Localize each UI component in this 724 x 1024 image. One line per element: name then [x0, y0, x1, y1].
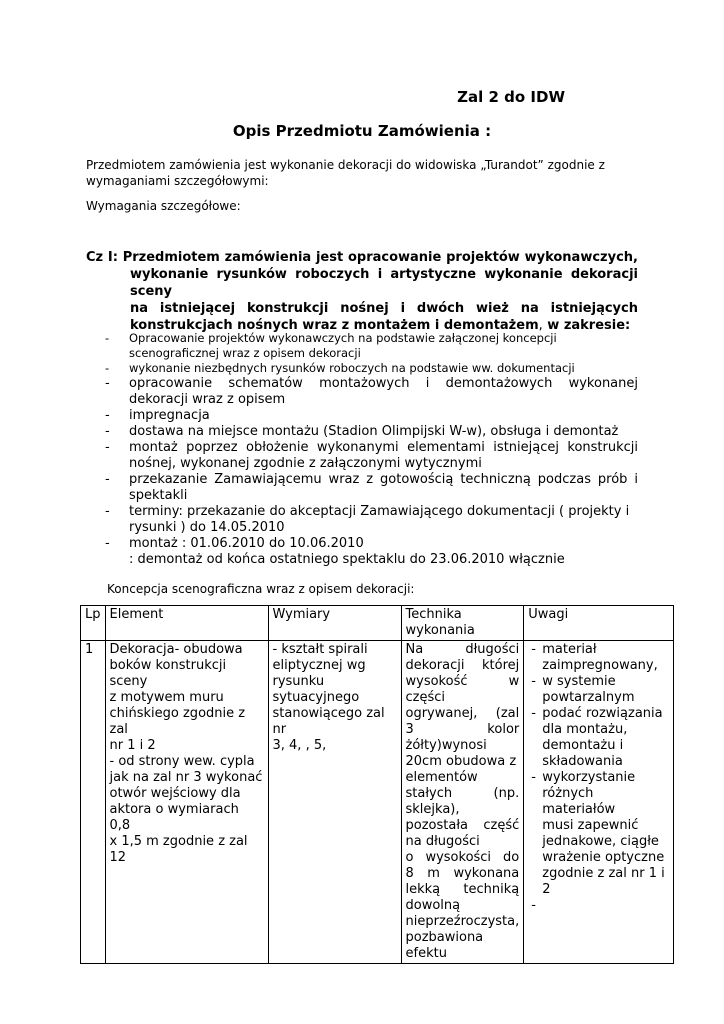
- part-one-comma: ,: [538, 318, 543, 333]
- demontaz-line: : demontaż od końca ostatniego spektaklu do 23.06.2010 włącznie: [129, 552, 565, 567]
- table-row: [81, 641, 674, 964]
- list-item: - montaż poprzez obłożenie wykonanymi elementami istniejącej konstrukcji nośnej, wykonanej zgodnie z załączonymi wytycznymi: [105, 440, 638, 471]
- intro-paragraph: Przedmiotem zamówienia jest wykonanie dekoracji do widowiska „Turandot” zgodnie z wymaganiami szczegółowymi:: [86, 158, 605, 188]
- part-one-heading: [86, 249, 638, 334]
- header-technika: Technika wykonania: [401, 606, 524, 641]
- scope-list: [105, 331, 638, 568]
- list-item: - przekazanie Zamawiającemu wraz z gotowością techniczną podczas prób i spektakli: [105, 472, 638, 503]
- requirements-label: Wymagania szczegółowe:: [86, 199, 241, 213]
- dash-marker: -: [105, 361, 110, 375]
- part-one-line-4: konstrukcjach nośnych wraz z montażem i demontażem: [130, 318, 539, 333]
- cell-uwagi: [524, 641, 674, 964]
- dash-marker: -: [105, 331, 110, 345]
- list-item: - podać rozwiązania dla montażu, demontażu i składowania: [531, 706, 663, 769]
- dash-marker: -: [105, 376, 110, 391]
- cell-wymiary: - kształt spirali eliptycznej wg rysunku sytuacyjnego stanowiącego zal nr 3, 4, , 5,: [268, 641, 401, 964]
- dash-marker: -: [531, 898, 536, 913]
- list-item: - materiał zaimpregnowany,: [531, 642, 658, 673]
- list-item: - opracowanie schematów montażowych i demontażowych wykonanej dekoracji wraz z opisem: [105, 376, 638, 407]
- dash-marker: -: [531, 674, 536, 689]
- header-lp: Lp: [81, 606, 106, 641]
- part-one-lead: Cz I: Przedmiotem zamówienia jest opracowanie projektów wykonawczych,: [86, 250, 638, 265]
- list-item: - montaż : 01.06.2010 do 10.06.2010: [105, 536, 364, 551]
- part-one-tail: w zakresie:: [542, 318, 631, 333]
- attachment-label: Zal 2 do IDW: [457, 88, 565, 106]
- dash-marker: -: [105, 472, 110, 487]
- list-item: - terminy: przekazanie do akceptacji Zamawiającego dokumentacji ( projekty i rysunki ) do 14.05.2010: [105, 504, 630, 535]
- list-item: - wykorzystanie różnych materiałów musi zapewnić jednakowe, ciągłe wrażenie optyczne zgodnie z zal nr 1 i 2: [531, 770, 665, 897]
- concept-label: Koncepcja scenograficzna wraz z opisem dekoracji:: [107, 582, 415, 596]
- part-one-line-3: na istniejącej konstrukcji nośnej i dwóch wież na istniejących: [130, 301, 638, 316]
- header-element: Element: [105, 606, 268, 641]
- dash-marker: -: [531, 706, 536, 721]
- dash-marker: -: [105, 440, 110, 455]
- table-header-row: [81, 606, 674, 641]
- list-item: - wykonanie niezbędnych rysunków roboczych na podstawie ww. dokumentacji: [105, 361, 575, 375]
- dash-marker: -: [531, 642, 536, 657]
- list-item: - w systemie powtarzalnym: [531, 674, 635, 705]
- header-wymiary: Wymiary: [268, 606, 401, 641]
- cell-lp: 1: [81, 641, 106, 964]
- list-item: - Opracowanie projektów wykonawczych na podstawie załączonej koncepcji scenograficznej wraz z opisem dekoracji: [105, 331, 557, 360]
- cell-element: Dekoracja- obudowa boków konstrukcji sceny z motywem muru chińskiego zgodnie z zal nr 1 i 2 - od strony wew. cypla jak na zal nr 3 wykonać otwór wejściowy dla aktora o wymiarach 0,8 x 1,5 m zgodnie z zal 12: [105, 641, 268, 964]
- dash-marker: -: [531, 770, 536, 785]
- dash-marker: -: [105, 504, 110, 519]
- header-uwagi: Uwagi: [524, 606, 674, 641]
- remarks-list: [528, 642, 669, 913]
- list-item: - impregnacja: [105, 408, 210, 423]
- page-title: Opis Przedmiotu Zamówienia :: [232, 122, 492, 140]
- part-one-line-2: wykonanie rysunków roboczych i artystyczne wykonanie dekoracji sceny: [130, 267, 638, 299]
- dash-marker: -: [105, 536, 110, 551]
- decoration-table: [80, 605, 674, 964]
- cell-technika: Na długości dekoracji której wysokość w części ogrywanej, (zal 3 kolor żółty)wynosi 20cm obudowa z elementów stałych (np. sklejka), pozostała część na długości o wysokości do 8 m wykonana lekką techniką dowolną nieprzeźroczysta, pozbawiona efektu: [401, 641, 524, 964]
- dash-marker: -: [105, 408, 110, 423]
- dash-marker: -: [105, 424, 110, 439]
- list-item: - dostawa na miejsce montażu (Stadion Olimpijski W-w), obsługa i demontaż: [105, 424, 619, 439]
